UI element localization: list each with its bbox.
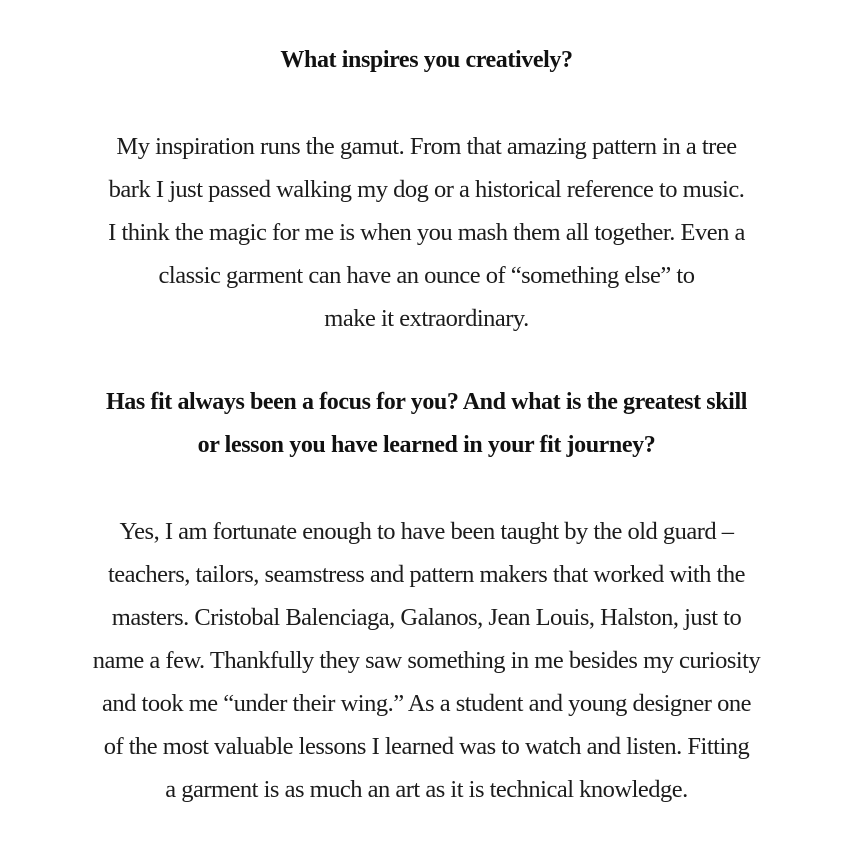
answer-line: Yes, I am fortunate enough to have been taught by the old guard – (119, 518, 734, 545)
answer-paragraph (40, 125, 813, 340)
answer-line: classic garment can have an ounce of “something else” to (158, 262, 695, 289)
question-line: What inspires you creatively? (280, 47, 573, 73)
question-heading (40, 381, 813, 467)
answer-line: My inspiration runs the gamut. From that amazing pattern in a tree (116, 133, 737, 160)
question-heading (40, 39, 813, 82)
answer-line: teachers, tailors, seamstress and pattern makers that worked with the (108, 561, 745, 588)
question-line: Has fit always been a focus for you? And what is the greatest skill (105, 389, 747, 415)
answer-line: make it extraordinary. (324, 305, 529, 332)
question-line: or lesson you have learned in your fit journey? (197, 432, 656, 458)
answer-paragraph (40, 510, 813, 811)
answer-line: and took me “under their wing.” As a student and young designer one (102, 690, 751, 717)
answer-line: of the most valuable lessons I learned was to watch and listen. Fitting (103, 733, 750, 760)
answer-line: name a few. Thankfully they saw something in me besides my curiosity (92, 647, 761, 674)
answer-line: masters. Cristobal Balenciaga, Galanos, Jean Louis, Halston, just to (111, 604, 742, 631)
answer-line: bark I just passed walking my dog or a historical reference to music. (108, 176, 745, 203)
answer-line: I think the magic for me is when you mash them all together. Even a (108, 219, 745, 246)
answer-line: a garment is as much an art as it is technical knowledge. (165, 776, 688, 803)
